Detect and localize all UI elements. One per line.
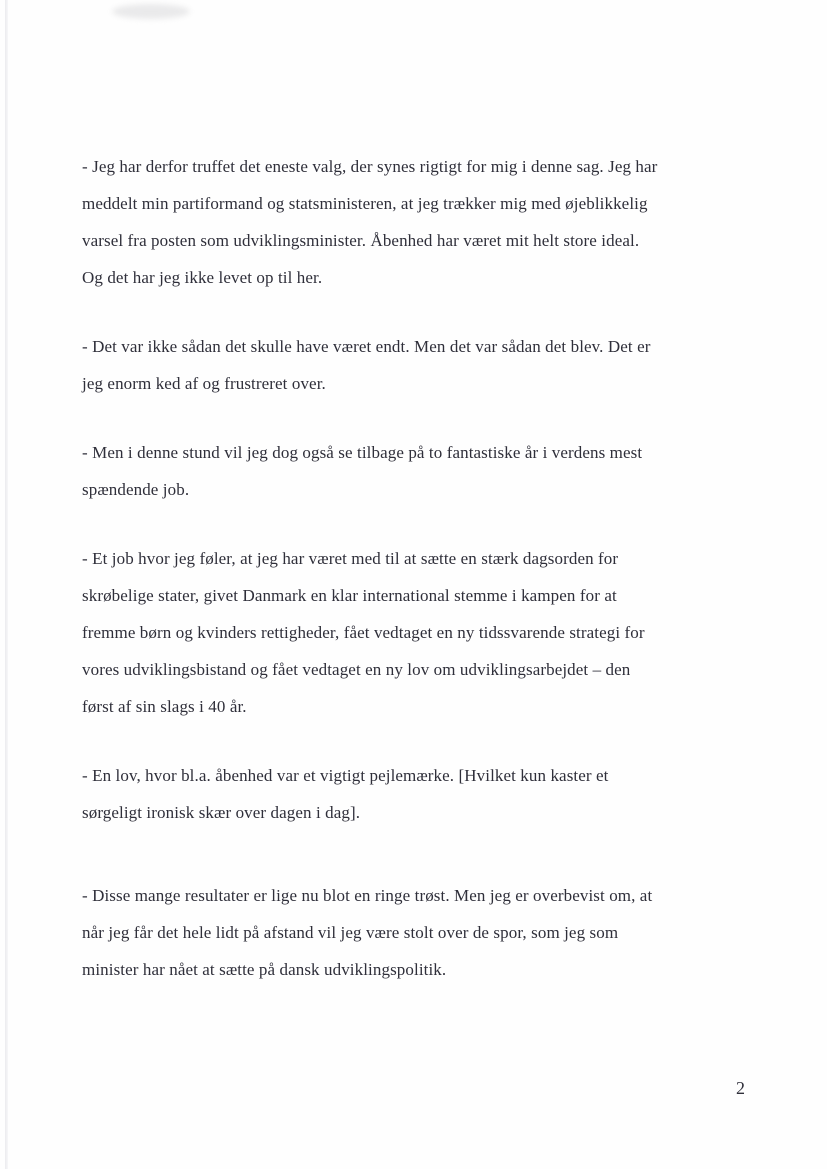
- text-line: skrøbelige stater, givet Danmark en klar international stemme i kampen for at: [82, 586, 617, 605]
- paragraph: [82, 434, 762, 508]
- text-line: når jeg får det hele lidt på afstand vil jeg være stolt over de spor, som jeg som: [82, 923, 619, 942]
- text-line: minister har nået at sætte på dansk udviklingspolitik.: [82, 960, 447, 979]
- text-line: - En lov, hvor bl.a. åbenhed var et vigtigt pejlemærke. [Hvilket kun kaster et: [82, 766, 609, 785]
- text-line: vores udviklingsbistand og fået vedtaget en ny lov om udviklingsarbejdet – den: [82, 660, 631, 679]
- text-line: - Men i denne stund vil jeg dog også se tilbage på to fantastiske år i verdens mest: [82, 443, 643, 462]
- text-line: varsel fra posten som udviklingsminister. Åbenhed har været mit helt store ideal.: [82, 231, 640, 250]
- text-line: spændende job.: [82, 480, 190, 499]
- paragraph: [82, 540, 762, 725]
- text-line: først af sin slags i 40 år.: [82, 697, 247, 716]
- paragraph: [82, 148, 762, 296]
- document-body: [82, 148, 762, 1020]
- scan-smudge-artifact: [112, 4, 190, 19]
- text-line: jeg enorm ked af og frustreret over.: [82, 374, 326, 393]
- text-line: sørgeligt ironisk skær over dagen i dag].: [82, 803, 361, 822]
- text-line: - Et job hvor jeg føler, at jeg har været med til at sætte en stærk dagsorden for: [82, 549, 619, 568]
- text-line: fremme børn og kvinders rettigheder, fået vedtaget en ny tidssvarende strategi for: [82, 623, 645, 642]
- paragraph: [82, 877, 762, 988]
- scan-edge-artifact: [5, 0, 8, 1169]
- text-line: Og det har jeg ikke levet op til her.: [82, 268, 323, 287]
- text-line: - Det var ikke sådan det skulle have været endt. Men det var sådan det blev. Det er: [82, 337, 651, 356]
- text-line: - Jeg har derfor truffet det eneste valg, der synes rigtigt for mig i denne sag. Jeg har: [82, 157, 658, 176]
- page-number: 2: [736, 1078, 745, 1098]
- paragraph: [82, 757, 762, 831]
- text-line: meddelt min partiformand og statsministeren, at jeg trækker mig med øjeblikkelig: [82, 194, 648, 213]
- paragraph: [82, 328, 762, 402]
- text-line: - Disse mange resultater er lige nu blot en ringe trøst. Men jeg er overbevist om, at: [82, 886, 653, 905]
